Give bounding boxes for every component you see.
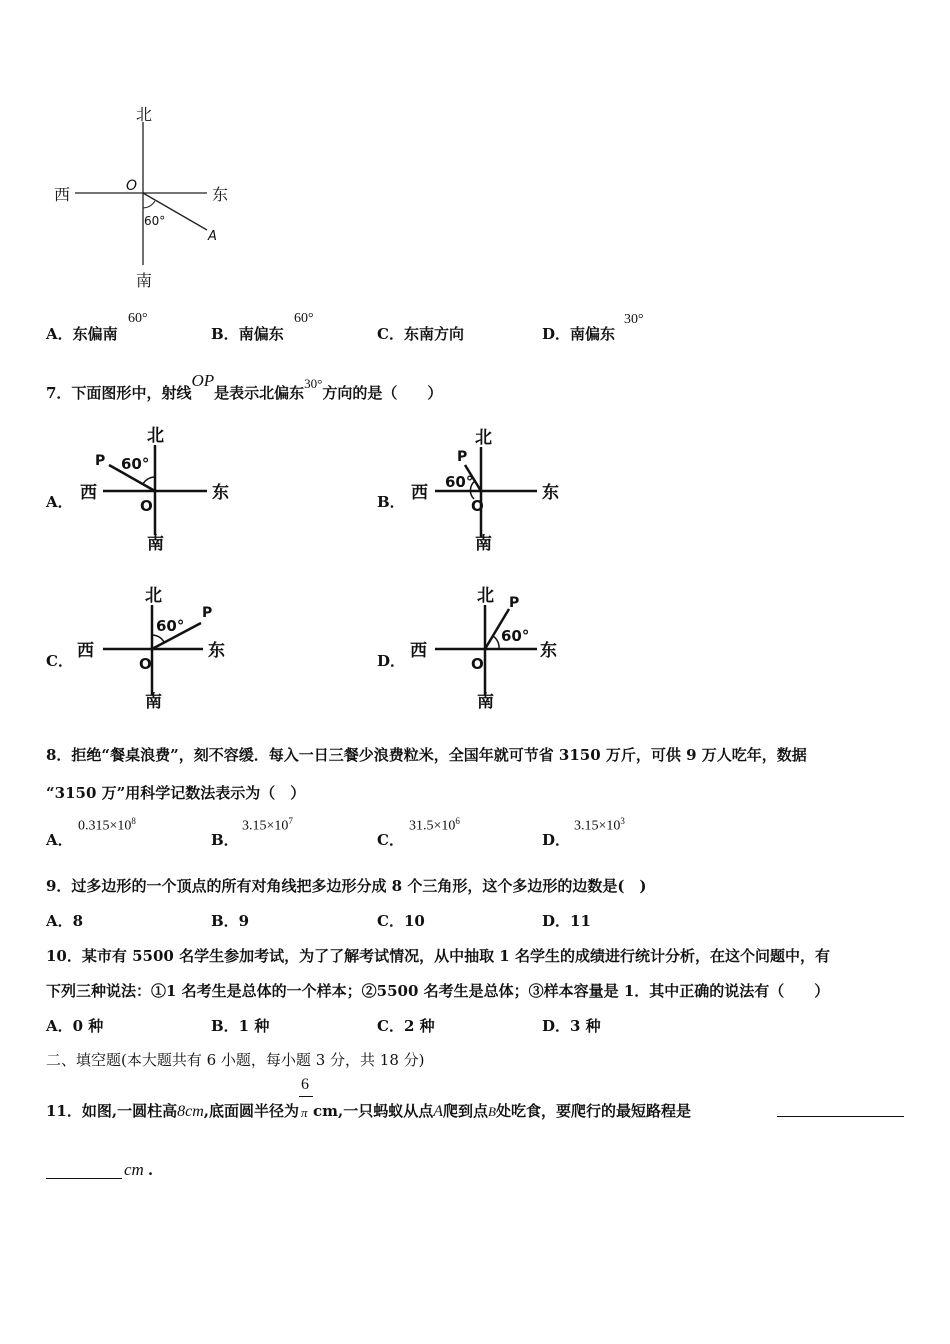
q7-option-c-letter[interactable]: C．	[46, 652, 73, 670]
q11-fraction-bar	[299, 1096, 313, 1097]
q7b-origin: O	[471, 497, 484, 515]
q7-option-d-letter[interactable]: D．	[377, 652, 406, 670]
q9-option-c[interactable]: C．10	[377, 912, 425, 930]
q7-option-a-figure[interactable]	[75, 425, 245, 555]
q6-label-angle: 60°	[144, 214, 166, 228]
q11-answer-blank-1[interactable]	[777, 1116, 904, 1117]
q7a-south: 南	[147, 534, 164, 554]
q8-option-b[interactable]: B．	[211, 831, 239, 849]
q7-option-a-letter[interactable]: A．	[46, 493, 73, 511]
q7a-origin: O	[140, 497, 153, 515]
q7c-west: 西	[77, 641, 94, 661]
q11-answer-blank-2[interactable]	[46, 1178, 122, 1179]
q7d-point: P	[509, 595, 520, 611]
q6-label-origin: O	[126, 178, 138, 194]
q7c-origin: O	[139, 655, 152, 673]
q8-option-c-value: $31.5\times 10^6$	[409, 816, 460, 834]
q6-option-b[interactable]: B．南偏东	[211, 325, 284, 343]
q7d-origin: O	[471, 655, 484, 673]
q9-option-b[interactable]: B．9	[211, 912, 250, 930]
q7b-east: 东	[542, 483, 559, 503]
q7d-angle-arc	[493, 636, 499, 649]
q6-angle-arc	[143, 201, 155, 208]
q6-option-a-deg: 60°	[128, 311, 148, 326]
q7b-point: P	[457, 449, 468, 465]
q7c-point: P	[202, 605, 213, 621]
section-heading-fill-in: 二、填空题(本大题共有 6 小题，每小题 3 分，共 18 分)	[46, 1051, 425, 1069]
q6-label-west: 西	[54, 185, 71, 204]
q7b-west: 西	[411, 483, 428, 503]
q6-label-north: 北	[136, 105, 153, 124]
q9-option-d[interactable]: D．11	[542, 912, 591, 930]
q9-stem: 9．过多边形的一个顶点的所有对角线把多边形分成 8 个三角形，这个多边形的边数是( )	[46, 877, 647, 895]
q8-stem-line1: 8．拒绝“餐桌浪费”，刻不容缓．每入一日三餐少浪费粒米，全国年就可节省 3150 万斤，可供 9 万人吃年，数据	[46, 746, 807, 764]
q7c-north: 北	[145, 586, 162, 606]
q10-stem-line2: 下列三种说法：①1 名考生是总体的一个样本；②5500 名考生是总体；③样本容量是 1．其中正确的说法有（ ）	[46, 982, 830, 1000]
q7-stem: 7．下面图形中，射线OP是表示北偏东30°方向的是（ ）	[46, 371, 443, 402]
q7a-north: 北	[147, 426, 164, 446]
q7a-west: 西	[80, 483, 97, 503]
q7-degree: 30°	[304, 376, 323, 391]
q7c-east: 东	[208, 641, 225, 661]
q7d-west: 西	[410, 641, 427, 661]
q10-stem-line1: 10．某市有 5500 名学生参加考试，为了了解考试情况，从中抽取 1 名学生的成绩进行统计分析，在这个问题中，有	[46, 947, 830, 965]
q7a-east: 东	[212, 483, 229, 503]
q7d-south: 南	[477, 692, 494, 712]
q7a-point: P	[95, 453, 106, 469]
q8-option-c[interactable]: C．	[377, 831, 404, 849]
q7-option-d-figure[interactable]	[405, 583, 575, 713]
q7c-angle: 60°	[156, 617, 185, 635]
q11-height: 8cm	[177, 1103, 204, 1120]
q6-label-east: 东	[212, 185, 229, 204]
q6-label-south: 南	[136, 271, 153, 290]
q10-option-c[interactable]: C．2 种	[377, 1017, 435, 1035]
q7-ray-label: OP	[191, 371, 215, 390]
q8-option-d-value: $3.15\times 10^3$	[574, 816, 625, 834]
q7d-angle: 60°	[501, 627, 530, 645]
q11-fraction: 6 π	[299, 1101, 313, 1121]
q7a-angle-arc	[143, 477, 155, 484]
q10-option-b[interactable]: B．1 种	[211, 1017, 270, 1035]
q6-label-point-a: A	[208, 229, 217, 244]
q7-option-b-letter[interactable]: B．	[377, 493, 405, 511]
q8-option-b-value: $3.15\times 10^7$	[242, 816, 293, 834]
q6-option-b-deg: 60°	[294, 311, 314, 326]
q11-stem: 11．如图,一圆柱高8cm,底面圆半径为 6 π cm,一只蚂蚁从点A爬到点B处吃食，要爬行的最短路程是	[46, 1076, 691, 1120]
q8-option-a-value: $0.315\times 10^8$	[78, 816, 136, 834]
q7c-south: 南	[145, 692, 162, 712]
q10-option-a[interactable]: A．0 种	[46, 1017, 104, 1035]
q7b-south: 南	[475, 534, 492, 554]
q7a-angle: 60°	[121, 455, 150, 473]
q7-option-b-figure[interactable]	[405, 425, 575, 555]
q8-stem-line2: “3150 万”用科学记数法表示为（ ）	[46, 784, 306, 802]
q9-option-a[interactable]: A．8	[46, 912, 84, 930]
q6-option-a[interactable]: A．东偏南	[46, 325, 118, 343]
q7d-east: 东	[540, 641, 557, 661]
q7b-angle: 60°	[445, 473, 474, 491]
q6-option-c[interactable]: C．东南方向	[377, 325, 464, 343]
q6-compass-figure	[40, 100, 270, 295]
q7d-north: 北	[477, 586, 494, 606]
q8-option-a[interactable]: A．	[46, 831, 73, 849]
q7c-angle-arc	[152, 635, 164, 642]
q11-unit: cm .	[124, 1160, 154, 1179]
q7b-north: 北	[475, 428, 492, 448]
q10-option-d[interactable]: D．3 种	[542, 1017, 601, 1035]
q6-option-d-deg: 30°	[624, 312, 644, 327]
q8-option-d[interactable]: D．	[542, 831, 571, 849]
q7-option-c-figure[interactable]	[75, 583, 245, 713]
q6-option-d[interactable]: D．南偏东	[542, 325, 616, 343]
